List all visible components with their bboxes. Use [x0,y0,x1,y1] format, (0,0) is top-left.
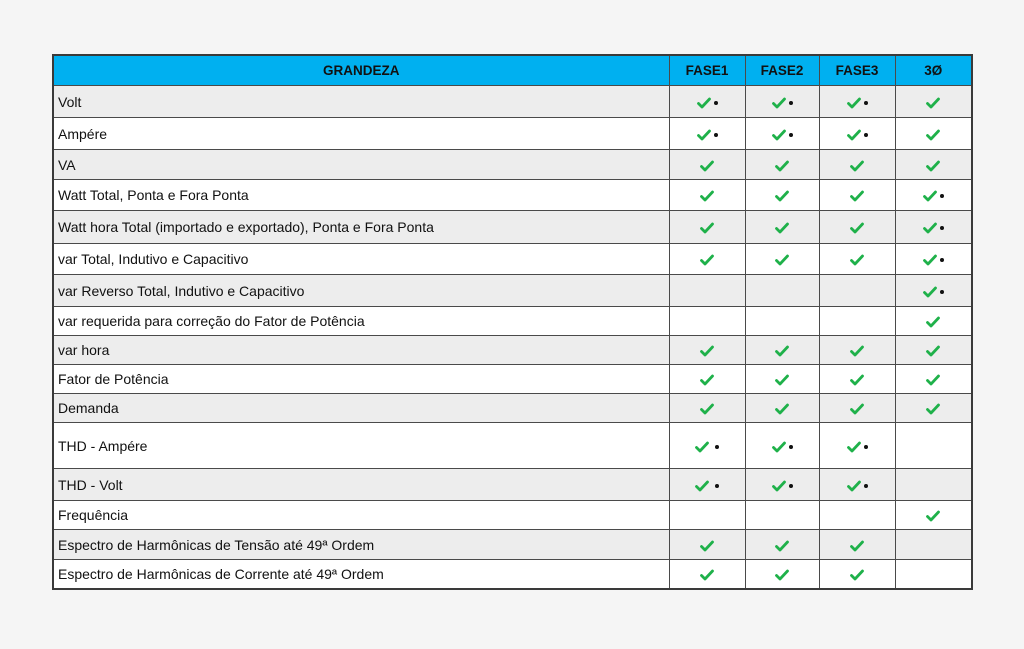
cell-3phase [895,365,972,394]
cell-fase3 [819,275,895,307]
header-fase1: FASE1 [669,55,745,86]
table-body [53,86,972,589]
checkmark-icon [772,480,786,492]
table-row [53,394,972,423]
row-label: var hora [53,336,669,365]
cell-fase2 [745,118,819,150]
bullet-dot-icon [940,258,944,262]
cell-3phase [895,118,972,150]
header-fase2: FASE2 [745,55,819,86]
cell-3phase [895,307,972,336]
row-label: var requerida para correção do Fator de Potência [53,307,669,336]
cell-3phase [895,394,972,423]
bullet-dot-icon [940,226,944,230]
cell-fase3 [819,423,895,469]
bullet-dot-icon [714,101,718,105]
checkmark-icon [772,129,786,141]
cell-3phase [895,530,972,560]
row-label: Watt hora Total (importado e exportado), Ponta e Fora Ponta [53,211,669,244]
table-row [53,530,972,560]
header-row [53,55,972,86]
table-row [53,307,972,336]
cell-3phase [895,275,972,307]
cell-fase2 [745,469,819,501]
checkmark-icon [850,345,864,357]
cell-fase3 [819,530,895,560]
cell-3phase [895,211,972,244]
checkmark-icon [700,345,714,357]
cell-3phase [895,244,972,275]
table-row [53,423,972,469]
checkmark-icon [697,129,711,141]
cell-3phase [895,469,972,501]
bullet-dot-icon [940,290,944,294]
row-label: Demanda [53,394,669,423]
checkmark-icon [695,441,709,453]
checkmark-icon [850,540,864,552]
header-grandeza: GRANDEZA [53,55,669,86]
cell-fase2 [745,150,819,180]
row-label: THD - Ampére [53,423,669,469]
table-row [53,469,972,501]
cell-fase3 [819,469,895,501]
bullet-dot-icon [864,133,868,137]
cell-fase2 [745,365,819,394]
bullet-dot-icon [789,101,793,105]
cell-fase2 [745,560,819,589]
row-label: Watt Total, Ponta e Fora Ponta [53,180,669,211]
checkmark-icon [847,441,861,453]
checkmark-icon [775,540,789,552]
cell-fase3 [819,394,895,423]
cell-fase1 [669,150,745,180]
checkmark-icon [923,286,937,298]
cell-3phase [895,180,972,211]
cell-fase1 [669,530,745,560]
row-label: Espectro de Harmônicas de Corrente até 49ª Ordem [53,560,669,589]
bullet-dot-icon [789,445,793,449]
cell-fase3 [819,365,895,394]
table-row [53,501,972,530]
cell-fase1 [669,275,745,307]
table-row [53,336,972,365]
checkmark-icon [847,129,861,141]
bullet-dot-icon [864,101,868,105]
cell-fase1 [669,180,745,211]
cell-fase3 [819,244,895,275]
checkmark-icon [695,480,709,492]
header-fase3: FASE3 [819,55,895,86]
cell-fase3 [819,150,895,180]
checkmark-icon [700,222,714,234]
checkmark-icon [775,222,789,234]
checkmark-icon [850,254,864,266]
cell-fase2 [745,211,819,244]
cell-3phase [895,86,972,118]
checkmark-icon [847,97,861,109]
bullet-dot-icon [714,133,718,137]
bullet-dot-icon [715,445,719,449]
cell-fase1 [669,336,745,365]
checkmark-icon [850,160,864,172]
row-label: Espectro de Harmônicas de Tensão até 49ª Ordem [53,530,669,560]
checkmark-icon [923,190,937,202]
cell-fase2 [745,180,819,211]
row-label: var Reverso Total, Indutivo e Capacitivo [53,275,669,307]
checkmark-icon [775,254,789,266]
cell-fase3 [819,86,895,118]
checkmark-icon [850,374,864,386]
checkmark-icon [700,403,714,415]
cell-fase1 [669,365,745,394]
cell-fase3 [819,307,895,336]
checkmark-icon [926,374,940,386]
cell-fase1 [669,560,745,589]
cell-fase1 [669,86,745,118]
cell-fase1 [669,307,745,336]
checkmark-icon [926,129,940,141]
checkmark-icon [850,569,864,581]
table-row [53,365,972,394]
features-table-container [52,54,971,590]
cell-fase2 [745,275,819,307]
cell-fase2 [745,86,819,118]
table-row [53,211,972,244]
checkmark-icon [775,569,789,581]
bullet-dot-icon [864,445,868,449]
bullet-dot-icon [940,194,944,198]
table-row [53,560,972,589]
checkmark-icon [850,190,864,202]
checkmark-icon [850,222,864,234]
cell-fase3 [819,180,895,211]
cell-3phase [895,150,972,180]
cell-fase2 [745,423,819,469]
table-row [53,244,972,275]
checkmark-icon [700,254,714,266]
table-row [53,150,972,180]
cell-fase3 [819,118,895,150]
checkmark-icon [772,97,786,109]
table-row [53,180,972,211]
cell-fase1 [669,118,745,150]
checkmark-icon [700,160,714,172]
table-row [53,118,972,150]
checkmark-icon [775,190,789,202]
checkmark-icon [772,441,786,453]
cell-fase3 [819,501,895,530]
checkmark-icon [847,480,861,492]
cell-3phase [895,336,972,365]
cell-fase3 [819,336,895,365]
cell-3phase [895,423,972,469]
row-label: Frequência [53,501,669,530]
checkmark-icon [700,569,714,581]
checkmark-icon [697,97,711,109]
row-label: THD - Volt [53,469,669,501]
checkmark-icon [926,97,940,109]
cell-fase1 [669,211,745,244]
bullet-dot-icon [789,484,793,488]
row-label: VA [53,150,669,180]
checkmark-icon [926,345,940,357]
checkmark-icon [700,190,714,202]
checkmark-icon [926,160,940,172]
cell-fase1 [669,244,745,275]
checkmark-icon [775,345,789,357]
cell-fase1 [669,423,745,469]
cell-3phase [895,501,972,530]
cell-fase3 [819,560,895,589]
cell-fase1 [669,469,745,501]
features-table [52,54,973,590]
cell-fase2 [745,336,819,365]
cell-fase3 [819,211,895,244]
row-label: Volt [53,86,669,118]
checkmark-icon [923,254,937,266]
row-label: Fator de Potência [53,365,669,394]
checkmark-icon [926,403,940,415]
bullet-dot-icon [715,484,719,488]
header-3phase: 3Ø [895,55,972,86]
cell-fase2 [745,244,819,275]
cell-fase2 [745,394,819,423]
table-row [53,86,972,118]
checkmark-icon [926,316,940,328]
checkmark-icon [775,160,789,172]
cell-fase2 [745,530,819,560]
checkmark-icon [926,510,940,522]
checkmark-icon [700,374,714,386]
cell-fase1 [669,394,745,423]
cell-fase1 [669,501,745,530]
checkmark-icon [923,222,937,234]
table-row [53,275,972,307]
checkmark-icon [700,540,714,552]
row-label: Ampére [53,118,669,150]
bullet-dot-icon [864,484,868,488]
cell-3phase [895,560,972,589]
cell-fase2 [745,501,819,530]
bullet-dot-icon [789,133,793,137]
cell-fase2 [745,307,819,336]
checkmark-icon [775,403,789,415]
checkmark-icon [775,374,789,386]
checkmark-icon [850,403,864,415]
row-label: var Total, Indutivo e Capacitivo [53,244,669,275]
